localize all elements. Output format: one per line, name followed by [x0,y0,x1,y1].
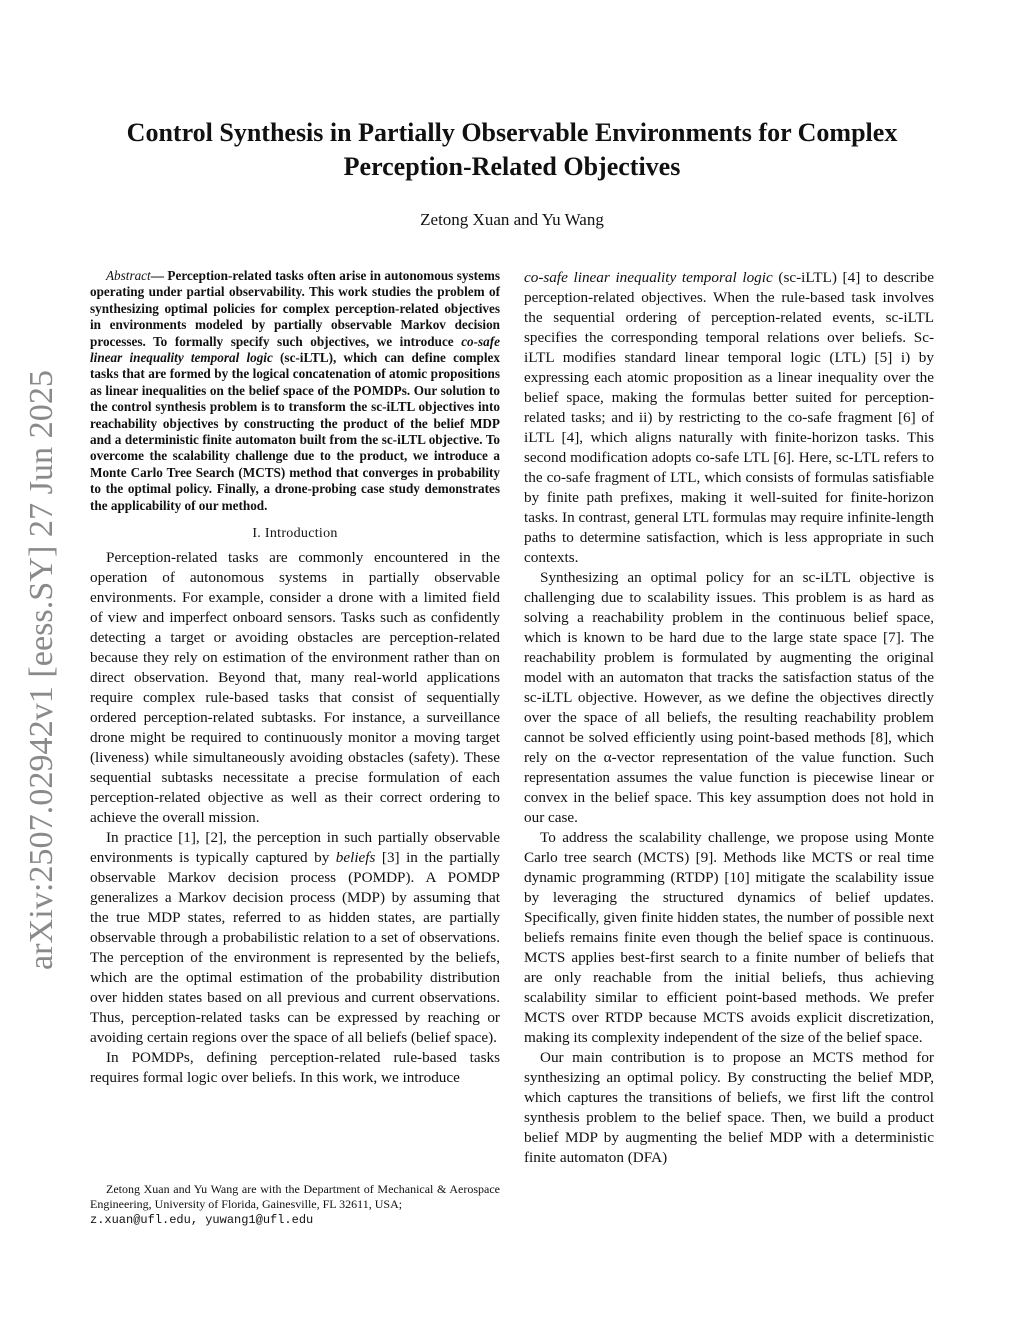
right-p1-text: (sc-iLTL) [4] to describe perception-related objectives. When the rule-based task involves the sequential ordering of perception-related events, sc-iLTL specifies the corresponding temporal relations over beliefs. Sc-iLTL modifies standard linear temporal logic (LTL) [5] i) by expressing each atomic proposition as a linear inequality over the belief space, making the formulas better suited for perception-related tasks; and ii) by restricting to the co-safe fragment [6] of iLTL [4], which aligns naturally with finite-horizon tasks. This second modification adopts co-safe LTL [6]. Here, sc-LTL refers to the co-safe fragment of LTL, which consists of formulas satisfiable by finite path prefixes, making it well-suited for finite-horizon tasks. In contrast, general LTL formulas may require infinite-length paths to determine satisfaction, which is less appropriate in such contexts. [524,269,934,566]
abstract-emphasis: co-safe linear inequality temporal logic [90,333,500,366]
intro-p2-text-a: In practice [1], [2], the perception in such partially observable environments is typically captured by [90,829,500,867]
abstract-dash: — [150,268,168,283]
right-paragraph-1 [524,268,934,568]
title-line-2: Perception-Related Objectives [343,152,681,181]
right-column [524,268,934,1168]
arxiv-id-text: arXiv:2507.02942v1 [eess.SY] 27 Jun 2025 [23,373,60,970]
intro-paragraph-1: Perception-related tasks are commonly encountered in the operation of autonomous systems in partially observable environments. For example, consider a drone with a limited field of view and imperfect onboard sensors. Tasks such as confidently detecting a target or avoiding obstacles are perception-related because they rely on estimation of the environment rather than on direct observation. Beyond that, many real-world applications require complex rule-based tasks that consist of sequentially ordered perception-related subtasks. For instance, a surveillance drone might be required to continuously monitor a moving target (liveness) while simultaneously avoiding obstacles (safety). These sequential subtasks necessitate a precise formulation of each perception-related objective as well as their correct ordering to achieve the overall mission. [90,549,500,827]
left-column [90,268,500,1088]
authors: Zetong Xuan and Yu Wang [420,210,604,229]
intro-p2-text-b: [3] in the partially observable Markov decision process (POMDP). A POMDP generalizes a Markov decision process (MDP) by assuming that the true MDP states, referred to as hidden states, are partially observable through a probabilistic relation to a set of observations. The perception of the environment is represented by the beliefs, which are the optimal estimation of the probability distribution over hidden states based on all previous and current observations. Thus, perception-related tasks can be expressed by reaching or avoiding certain regions over the space of all beliefs (belief space). [90,849,500,1047]
arxiv-identifier [8,360,72,980]
paper-title [90,116,934,184]
right-paragraph-2: Synthesizing an optimal policy for an sc-iLTL objective is challenging due to scalability issues. This problem is as hard as solving a reachability problem in the continuous belief space, which is known to be hard due to the large state space [7]. The reachability problem is formulated by augmenting the original model with an automaton that tracks the satisfaction status of the sc-iLTL objective. However, as we define the objectives directly over the space of all beliefs, the resulting reachability problem cannot be solved efficiently using point-based methods [8], which rely on the α-vector representation of the value function. Such representation assumes the value function is piecewise linear or convex in the belief space. This key assumption does not hold in our case. [524,569,934,826]
right-p1-emphasis: co-safe linear inequality temporal logic [524,269,773,286]
footnote-emails: z.xuan@ufl.edu, yuwang1@ufl.edu [90,1213,314,1227]
right-paragraph-3: To address the scalability challenge, we propose using Monte Carlo tree search (MCTS) [9]. Methods like MCTS or real time dynamic programming (RTDP) [10] mitigate the scalability issue by leveraging the structured dynamics of belief updates. Specifically, given finite hidden states, the number of possible next beliefs remains finite even though the belief space is continuous. MCTS applies best-first search to a finite number of beliefs that are only reachable from the initial beliefs, thus achieving scalability similar to efficient point-based methods. We prefer MCTS over RTDP because MCTS avoids explicit discretization, making its complexity independent of the size of the belief space. [524,829,934,1046]
footnote-text: Zetong Xuan and Yu Wang are with the Department of Mechanical & Aerospace Engineering, University of Florida, Gainesville, FL 32611, USA; [90,1182,500,1211]
author-footnote [90,1182,500,1228]
right-paragraph-4: Our main contribution is to propose an MCTS method for synthesizing an optimal policy. By constructing the belief MDP, which captures the transitions of beliefs, we first lift the control synthesis problem to the belief space. Then, we build a product belief MDP by augmenting the belief MDP with a deterministic finite automaton (DFA) [524,1049,934,1166]
intro-paragraph-3: In POMDPs, defining perception-related rule-based tasks requires formal logic over beliefs. In this work, we introduce [90,1049,500,1087]
abstract-label: Abstract [106,268,151,283]
abstract-text-2: (sc-iLTL), which can define complex tasks that are formed by the logical concatenation of atomic propositions as linear inequalities on the belief space of the POMDPs. Our solution to the control synthesis problem is to transform the sc-iLTL objectives into reachability objectives by constructing the product of the belief MDP and a deterministic finite automaton built from the sc-iLTL objective. To overcome the scalability challenge due to the product, we introduce a Monte Carlo Tree Search (MCTS) method that converges in probability to the optimal policy. Finally, a drone-probing case study demonstrates the applicability of our method. [90,350,500,513]
intro-paragraph-2 [90,828,500,1048]
abstract [90,268,500,514]
abstract-text-1: Perception-related tasks often arise in autonomous systems operating under partial observability. This work studies the problem of synthesizing optimal policies for complex perception-related objectives in environments modeled by partially observable Markov decision processes. To formally specify such objectives, we introduce [90,268,501,349]
title-line-1: Control Synthesis in Partially Observable Environments for Complex [126,118,898,147]
section-heading-introduction: I. Introduction [252,526,338,542]
intro-p2-emphasis: beliefs [335,849,376,867]
